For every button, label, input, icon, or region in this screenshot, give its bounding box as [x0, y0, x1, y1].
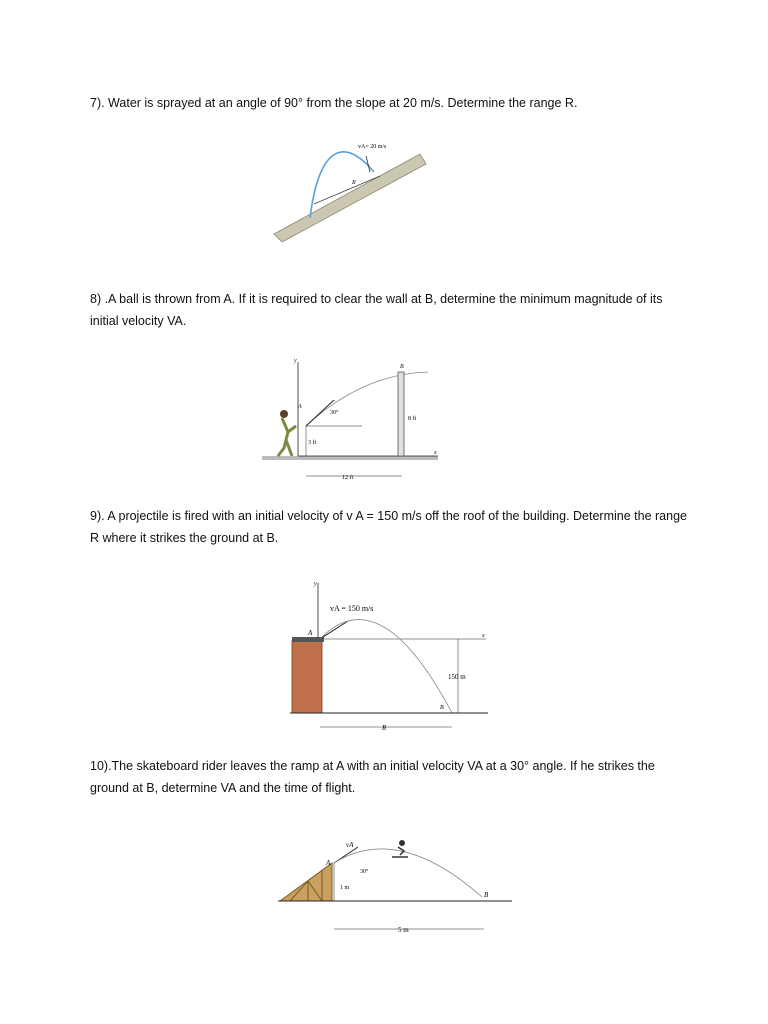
rider-trajectory	[334, 849, 482, 897]
distance-label: 12 ft	[342, 475, 354, 481]
angle-label: 30°	[330, 410, 339, 416]
height-label: 150 m	[448, 673, 466, 681]
point-a-label: A	[308, 629, 313, 637]
roof	[292, 637, 324, 642]
velocity-label: vA = 150 m/s	[330, 604, 374, 613]
problem-8-text: 8) .A ball is thrown from A. If it is required to clear the wall at B, determine the minimum magnitude of its initial velocity VA.	[90, 292, 663, 328]
ground	[262, 456, 438, 460]
x-axis-label: x	[482, 633, 485, 639]
range-label: R	[352, 180, 356, 186]
range-label: R	[382, 724, 387, 732]
x-axis-label: x	[434, 450, 437, 456]
point-b-label: B	[400, 364, 404, 370]
point-a-label: A	[326, 859, 331, 867]
problem-7-figure	[270, 134, 430, 246]
distance-label: 5 m	[398, 926, 409, 934]
point-b-label: B	[440, 705, 444, 711]
problem-10-figure	[278, 835, 514, 939]
y-axis-label: y	[314, 581, 317, 587]
problem-9-text: 9). A projectile is fired with an initial velocity of v A = 150 m/s off the roof of the building. Determine the range R where it strikes the ground at B.	[90, 509, 687, 545]
velocity-arrow	[320, 621, 348, 639]
skateboard-rider	[392, 840, 408, 857]
problem-10-text: 10).The skateboard rider leaves the ramp at A with an initial velocity VA at a 30° angle. If he strikes the ground at B, determine VA and the time of flight.	[90, 759, 655, 795]
y-axis-label: y	[294, 358, 297, 364]
problem-7-text: 7). Water is sprayed at an angle of 90° from the slope at 20 m/s. Determine the range R.	[90, 96, 578, 110]
angle-label: 30°	[360, 869, 369, 875]
wall	[398, 372, 404, 456]
thrower-figure	[278, 410, 296, 456]
point-b-label: B	[484, 891, 489, 899]
velocity-label: vA	[346, 841, 354, 849]
problem-9-figure	[290, 575, 490, 740]
height-label: 3 ft	[308, 440, 317, 446]
wall-height-label: 8 ft	[408, 416, 417, 422]
height-label: 1 m	[340, 885, 350, 891]
slope-ground	[274, 154, 426, 242]
velocity-label: vA= 20 m/s	[358, 144, 387, 150]
ramp	[280, 863, 332, 901]
building	[292, 641, 322, 713]
problem-8-figure	[262, 352, 442, 484]
projectile-trajectory	[320, 620, 452, 713]
point-a-label: A	[298, 404, 302, 410]
